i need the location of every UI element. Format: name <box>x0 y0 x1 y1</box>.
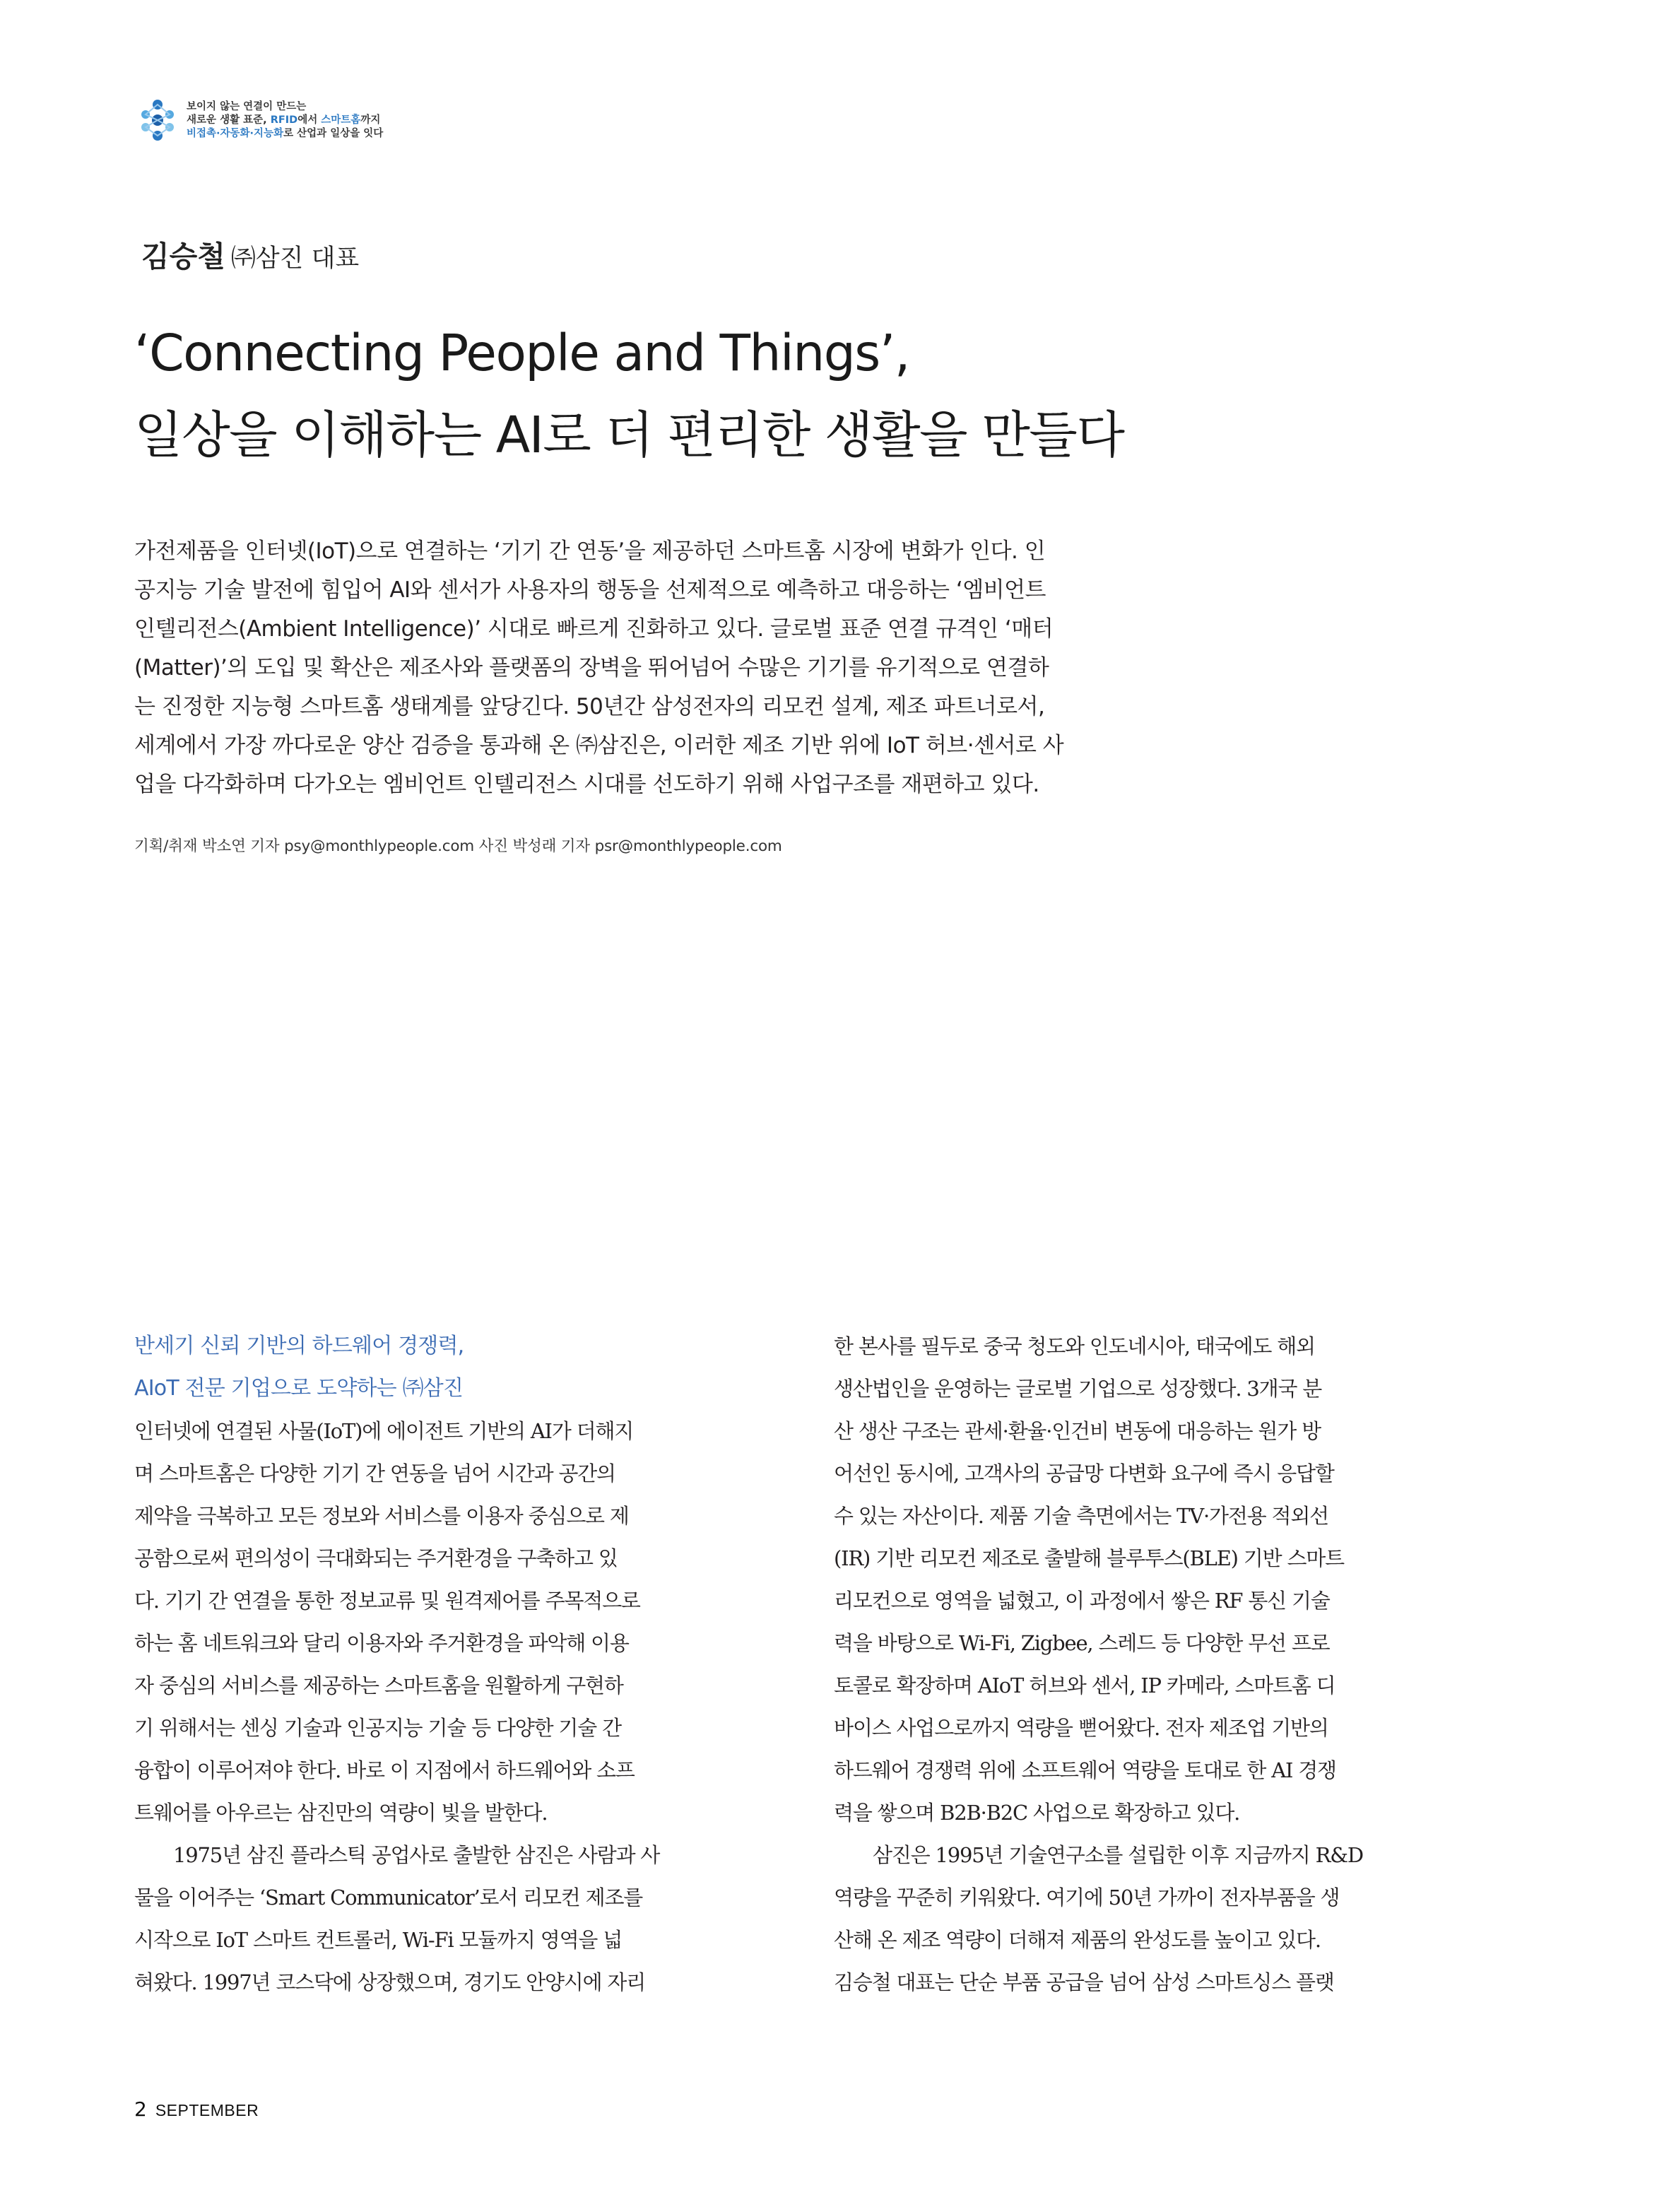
interviewee-name: 김승철 <box>141 240 225 273</box>
tagline-line <box>187 114 383 127</box>
lead-line: (Matter)’의 도입 및 확산은 제조사와 플랫폼의 장벽을 뛰어넘어 수많은 기기를 유기적으로 연결하 <box>134 655 1049 681</box>
title-line: ‘Connecting People and Things’, <box>134 324 909 382</box>
title-line: 일상을 이해하는 AI로 더 편리한 생활을 만들다 <box>134 406 1124 464</box>
body-line: 바이스 사업으로까지 역량을 뻗어왔다. 전자 제조업 기반의 <box>834 1716 1328 1740</box>
tagline-line <box>187 127 383 141</box>
section-subhead: 반세기 신뢰 기반의 하드웨어 경쟁력, <box>134 1334 464 1358</box>
lead-line: 인텔리전스(Ambient Intelligence)’ 시대로 빠르게 진화하고 있다. 글로벌 표준 연결 규격인 ‘매터 <box>134 616 1054 642</box>
interviewee-byline <box>141 233 359 275</box>
tagline-text: 로 산업과 일상을 잇다 <box>283 127 384 139</box>
body-line: 1975년 삼진 플라스틱 공업사로 출발한 삼진은 사람과 사 <box>173 1843 660 1867</box>
tagline-text: 에서 <box>297 114 322 126</box>
header-tagline <box>187 100 383 141</box>
body-line: 생산법인을 운영하는 글로벌 기업으로 성장했다. 3개국 분 <box>834 1377 1322 1401</box>
lead-line: 업을 다각화하며 다가오는 엠비언트 인텔리전스 시대를 선도하기 위해 사업구조를 재편하고 있다. <box>134 772 1039 797</box>
body-line: 인터넷에 연결된 사물(IoT)에 에이전트 기반의 AI가 더해지 <box>134 1419 634 1443</box>
body-line: 수 있는 자산이다. 제품 기술 측면에서는 TV·가전용 적외선 <box>834 1504 1328 1528</box>
body-line: 자 중심의 서비스를 제공하는 스마트홈을 원활하게 구현하 <box>134 1673 623 1698</box>
interviewee-role: ㈜삼진 대표 <box>230 245 360 273</box>
article-title <box>134 312 1124 476</box>
section-subhead: AIoT 전문 기업으로 도약하는 ㈜삼진 <box>134 1376 464 1401</box>
body-line: 기 위해서는 센싱 기술과 인공지능 기술 등 다양한 기술 간 <box>134 1716 621 1740</box>
body-line: 트웨어를 아우르는 삼진만의 역량이 빛을 발한다. <box>134 1801 548 1825</box>
tagline-highlight: 비접촉·자동화·지능화 <box>187 127 284 139</box>
body-line: 역량을 꾸준히 키워왔다. 여기에 50년 가까이 전자부품을 생 <box>834 1886 1340 1910</box>
reporter-credit: 기획/취재 박소연 기자 psy@monthlypeople.com 사진 박성래 기자 psr@monthlypeople.com <box>134 837 782 855</box>
body-column-left <box>134 1325 777 2004</box>
body-line: 며 스마트홈은 다양한 기기 간 연동을 넘어 시간과 공간의 <box>134 1461 615 1486</box>
lead-line: 는 진정한 지능형 스마트홈 생태계를 앞당긴다. 50년간 삼성전자의 리모컨 설계, 제조 파트너로서, <box>134 694 1045 719</box>
tagline-text: 까지 <box>360 114 381 126</box>
body-column-right <box>834 1325 1473 2004</box>
connected-dots-icon <box>138 98 177 143</box>
body-line: 어선인 동시에, 고객사의 공급망 다변화 요구에 즉시 응답할 <box>834 1461 1334 1486</box>
page-number: 2 <box>134 2098 147 2121</box>
body-line: 시작으로 IoT 스마트 컨트롤러, Wi-Fi 모듈까지 영역을 넓 <box>134 1928 623 1952</box>
lead-line: 공지능 기술 발전에 힘입어 AI와 센서가 사용자의 행동을 선제적으로 예측하고 대응하는 ‘엠비언트 <box>134 577 1046 603</box>
body-line: 김승철 대표는 단순 부품 공급을 넘어 삼성 스마트싱스 플랫 <box>834 1970 1334 1994</box>
header-logo <box>138 98 383 143</box>
tagline-text: 보이지 않는 연결이 만드는 <box>187 100 307 112</box>
issue-month: SEPTEMBER <box>155 2101 259 2119</box>
body-line: 하는 홈 네트워크와 달리 이용자와 주거환경을 파악해 이용 <box>134 1631 629 1655</box>
body-line: 하드웨어 경쟁력 위에 소프트웨어 역량을 토대로 한 AI 경쟁 <box>834 1758 1336 1782</box>
body-line: 산해 온 제조 역량이 더해져 제품의 완성도를 높이고 있다. <box>834 1928 1321 1952</box>
body-line: 다. 기기 간 연결을 통한 정보교류 및 원격제어를 주목적으로 <box>134 1589 640 1613</box>
body-line: (IR) 기반 리모컨 제조로 출발해 블루투스(BLE) 기반 스마트 <box>834 1546 1344 1570</box>
body-line: 공함으로써 편의성이 극대화되는 주거환경을 구축하고 있 <box>134 1546 618 1570</box>
body-line: 산 생산 구조는 관세·환율·인건비 변동에 대응하는 원가 방 <box>834 1419 1321 1443</box>
body-line: 융합이 이루어져야 한다. 바로 이 지점에서 하드웨어와 소프 <box>134 1758 635 1782</box>
body-line: 한 본사를 필두로 중국 청도와 인도네시아, 태국에도 해외 <box>834 1334 1315 1358</box>
body-line: 혀왔다. 1997년 코스닥에 상장했으며, 경기도 안양시에 자리 <box>134 1970 646 1994</box>
lead-line: 세계에서 가장 까다로운 양산 검증을 통과해 온 ㈜삼진은, 이러한 제조 기반 위에 IoT 허브·센서로 사 <box>134 733 1064 758</box>
body-line: 력을 바탕으로 Wi-Fi, Zigbee, 스레드 등 다양한 무선 프로 <box>834 1631 1330 1655</box>
body-line: 력을 쌓으며 B2B·B2C 사업으로 확장하고 있다. <box>834 1801 1240 1825</box>
tagline-line <box>187 100 383 114</box>
body-line: 제약을 극복하고 모든 정보와 서비스를 이용자 중심으로 제 <box>134 1504 629 1528</box>
tagline-text: 새로운 생활 표준, <box>187 114 271 126</box>
body-line: 물을 이어주는 ‘Smart Communicator’로서 리모컨 제조를 <box>134 1886 643 1910</box>
lead-line: 가전제품을 인터넷(IoT)으로 연결하는 ‘기기 간 연동’을 제공하던 스마트홈 시장에 변화가 인다. 인 <box>134 539 1046 564</box>
tagline-highlight: RFID <box>270 114 298 126</box>
lead-paragraph <box>134 532 1201 804</box>
page-folio <box>134 2098 259 2121</box>
tagline-highlight: 스마트홈 <box>321 114 361 126</box>
body-line: 리모컨으로 영역을 넓혔고, 이 과정에서 쌓은 RF 통신 기술 <box>834 1589 1330 1613</box>
body-line: 토콜로 확장하며 AIoT 허브와 센서, IP 카메라, 스마트홈 디 <box>834 1673 1335 1698</box>
body-line: 삼진은 1995년 기술연구소를 설립한 이후 지금까지 R&D <box>873 1843 1363 1867</box>
